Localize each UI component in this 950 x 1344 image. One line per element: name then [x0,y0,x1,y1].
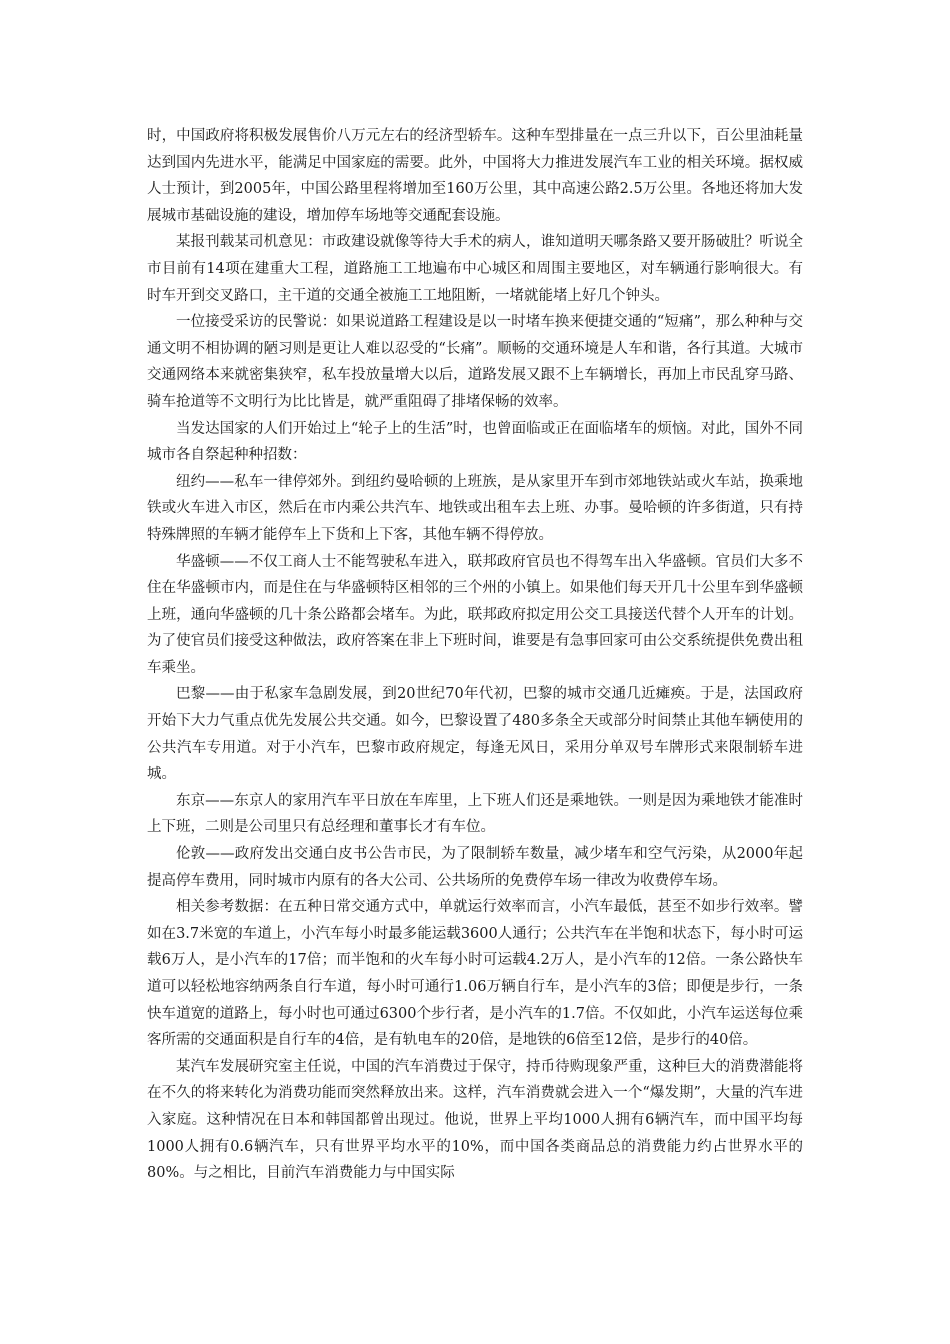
paragraph-paris: 巴黎——由于私家车急剧发展，到20世纪70年代初，巴黎的城市交通几近瘫痪。于是，法国政府开始下大力气重点优先发展公共交通。如今，巴黎设置了480多条全天或部分时间禁止其他车辆使用的公共汽车专用道。对于小汽车，巴黎市政府规定，每逢无风日，采用分单双号车牌形式来限制轿车进城。 [147,686,803,783]
paragraph-washington: 华盛顿——不仅工商人士不能驾驶私车进入，联邦政府官员也不得驾车出入华盛顿。官员们大多不住在华盛顿市内，而是住在与华盛顿特区相邻的三个州的小镇上。如果他们每天开几十公里车到华盛顿上班，通向华盛顿的几十条公路都会堵车。为此，联邦政府拟定用公交工具接送代替个人开车的计划。为了使官员们接受这种做法，政府答案在非上下班时间，谁要是有急事回家可由公交系统提供免费出租车乘坐。 [147,553,803,676]
paragraph-london: 伦敦——政府发出交通白皮书公告市民，为了限制轿车数量，减少堵车和空气污染，从2000年起提高停车费用，同时城市内原有的各大公司、公共场所的免费停车场一律改为收费停车场。 [147,846,803,889]
paragraph-reference-data: 相关参考数据：在五种日常交通方式中，单就运行效率而言，小汽车最低，甚至不如步行效率。譬如在3.7米宽的车道上，小汽车每小时最多能运载3600人通行；公共汽车在半饱和状态下，每小时可运载6万人，是小汽车的17倍；而半饱和的火车每小时可运载4.2万人，是小汽车的12倍。一条公路快车道可以轻松地容纳两条自行车道，每小时可通行1.06万辆自行车，是小汽车的3倍；即便是步行，一条快车道宽的道路上，每小时也可通过6300个步行者，是小汽车的1.7倍。不仅如此，小汽车运送每位乘客所需的交通面积是自行车的4倍，是有轨电车的20倍，是地铁的6倍至12倍，是步行的40倍。 [147,899,803,1049]
document-body [147,123,803,1187]
paragraph-driver-opinion: 某报刊载某司机意见：市政建设就像等待大手术的病人，谁知道明天哪条路又要开肠破肚？听说全市目前有14项在建重大工程，道路施工工地遍布中心城区和周围主要地区，对车辆通行影响很大。有时车开到交叉路口，主干道的交通全被施工工地阻断，一堵就能堵上好几个钟头。 [147,234,803,304]
paragraph-new-york: 纽约——私车一律停郊外。到纽约曼哈顿的上班族，是从家里开车到市郊地铁站或火车站，换乘地铁或火车进入市区，然后在市内乘公共汽车、地铁或出租车去上班、办事。曼哈顿的许多街道，只有持特殊牌照的车辆才能停车上下货和上下客，其他车辆不得停放。 [147,473,803,543]
paragraph-tokyo: 东京——东京人的家用汽车平日放在车库里，上下班人们还是乘地铁。一则是因为乘地铁才能准时上下班，二则是公司里只有总经理和董事长才有车位。 [147,792,803,836]
paragraph-research-director: 某汽车发展研究室主任说，中国的汽车消费过于保守，持币待购现象严重，这种巨大的消费潜能将在不久的将来转化为消费功能而突然释放出来。这样，汽车消费就会进入一个“爆发期”，大量的汽车进入家庭。这种情况在日本和韩国都曾出现过。他说，世界上平均1000人拥有6辆汽车，而中国平均每1000人拥有0.6辆汽车，只有世界平均水平的10%，而中国各类商品总的消费能力约占世界水平的80%。与之相比，目前汽车消费能力与中国实际 [147,1058,803,1182]
paragraph-foreign-intro: 当发达国家的人们开始过上“轮子上的生活”时，也曾面临或正在面临堵车的烦恼。对此，国外不同城市各自祭起种种招数： [147,420,803,464]
paragraph-police-comment: 一位接受采访的民警说：如果说道路工程建设是以一时堵车换来便捷交通的“短痛”，那么种种与交通文明不相协调的陋习则是更让人难以忍受的“长痛”。顺畅的交通环境是人车和谐，各行其道。大城市交通网络本来就密集狭窄，私车投放量增大以后，道路发展又跟不上车辆增长，再加上市民乱穿马路、骑车抢道等不文明行为比比皆是，就严重阻碍了排堵保畅的效率。 [147,314,803,410]
paragraph-continued: 时，中国政府将积极发展售价八万元左右的经济型轿车。这种车型排量在一点三升以下，百公里油耗量达到国内先进水平，能满足中国家庭的需要。此外，中国将大力推进发展汽车工业的相关环境。据权威人士预计，到2005年，中国公路里程将增加至160万公里，其中高速公路2.5万公里。各地还将加大发展城市基础设施的建设，增加停车场地等交通配套设施。 [147,128,803,224]
